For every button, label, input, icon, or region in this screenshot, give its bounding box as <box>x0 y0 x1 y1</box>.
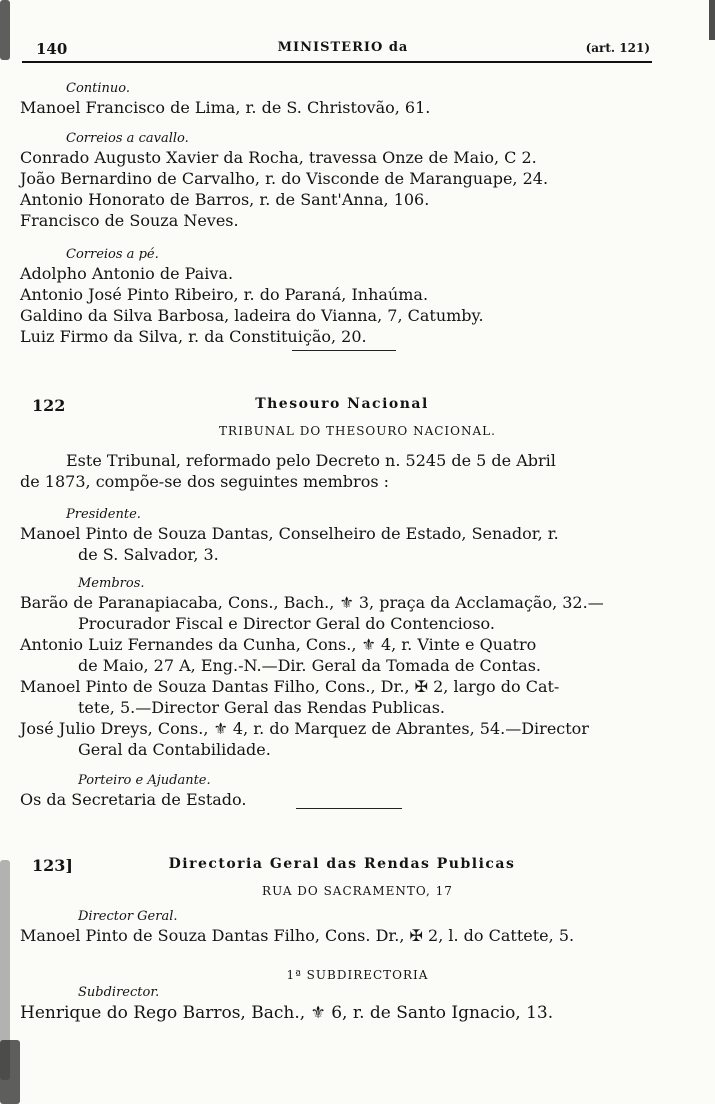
section-end-rule <box>296 808 402 809</box>
list-item: Luiz Firmo da Silva, r. da Constituição, 20. <box>20 327 367 346</box>
section-123-heading <box>32 856 652 880</box>
member-entry-cont: tete, 5.—Director Geral das Rendas Publicas. <box>78 698 446 717</box>
section-number: 123] <box>32 856 73 875</box>
list-item: Adolpho Antonio de Paiva. <box>20 264 234 283</box>
intro-line: Este Tribunal, reformado pelo Decreto n. 5245 de 5 de Abril <box>66 451 556 470</box>
correios-pe-label: Correios a pé. <box>66 247 159 262</box>
running-header <box>36 40 650 62</box>
section-number: 122 <box>32 396 66 415</box>
porteiro-label: Porteiro e Ajudante. <box>78 773 211 788</box>
list-item: Antonio José Pinto Ribeiro, r. do Paraná, Inhaúma. <box>20 285 429 304</box>
page-number: 140 <box>36 40 68 58</box>
subdirector-entry: Henrique do Rego Barros, Bach., ⚜ 6, r. de Santo Ignacio, 13. <box>20 1003 554 1023</box>
member-entry: Antonio Luiz Fernandes da Cunha, Cons., ⚜ 4, r. Vinte e Quatro <box>20 635 537 654</box>
scan-edge-mark <box>709 0 715 40</box>
presidente-label: Presidente. <box>66 507 141 522</box>
continuo-label: Continuo. <box>66 81 131 96</box>
list-item: Conrado Augusto Xavier da Rocha, travessa Onze de Maio, C 2. <box>20 148 537 167</box>
subdirectoria-body <box>20 984 670 1025</box>
article-reference: (art. 121) <box>585 41 650 55</box>
member-entry: Manoel Pinto de Souza Dantas Filho, Cons., Dr., ✠ 2, largo do Cat- <box>20 677 560 696</box>
member-entry: Barão de Paranapiacaba, Cons., Bach., ⚜ 3, praça da Acclamação, 32.— <box>20 593 604 612</box>
running-title: MINISTERIO da <box>277 40 409 55</box>
presidente-entry: Manoel Pinto de Souza Dantas, Conselheiro de Estado, Senador, r. <box>20 524 559 543</box>
porteiro-entry: Os da Secretaria de Estado. <box>20 790 247 809</box>
list-item: João Bernardino de Carvalho, r. do Visconde de Maranguape, 24. <box>20 169 549 188</box>
section-123-body <box>20 908 670 946</box>
header-rule <box>22 61 652 63</box>
list-item: Francisco de Souza Neves. <box>20 211 239 230</box>
correios-cavallo-label: Correios a cavallo. <box>66 131 189 146</box>
correios-cavallo-section <box>20 130 670 231</box>
presidente-entry-cont: de S. Salvador, 3. <box>78 545 219 564</box>
section-title: Thesouro Nacional <box>255 396 429 412</box>
scan-edge-mark <box>0 0 10 60</box>
correios-pe-section <box>20 246 670 347</box>
director-entry: Manoel Pinto de Souza Dantas Filho, Cons. Dr., ✠ 2, l. do Cattete, 5. <box>20 926 575 945</box>
section-122-heading <box>32 396 652 420</box>
member-entry-cont: Geral da Contabilidade. <box>78 740 271 759</box>
subdirector-label: Subdirector. <box>78 985 160 1000</box>
section-address: RUA DO SACRAMENTO, 17 <box>262 884 453 898</box>
section-122-body <box>20 450 670 810</box>
member-entry-cont: de Maio, 27 A, Eng.-N.—Dir. Geral da Tomada de Contas. <box>78 656 541 675</box>
scan-edge-mark <box>0 1040 20 1104</box>
continuo-entry: Manoel Francisco de Lima, r. de S. Christovão, 61. <box>20 98 431 117</box>
intro-line: de 1873, compõe-se dos seguintes membros : <box>20 472 390 491</box>
list-item: Antonio Honorato de Barros, r. de Sant'Anna, 106. <box>20 190 430 209</box>
member-entry-cont: Procurador Fiscal e Director Geral do Contencioso. <box>78 614 495 633</box>
director-label: Director Geral. <box>78 909 178 924</box>
list-item: Galdino da Silva Barbosa, ladeira do Vianna, 7, Catumby. <box>20 306 484 325</box>
section-title: Directoria Geral das Rendas Publicas <box>168 856 516 872</box>
member-entry: José Julio Dreys, Cons., ⚜ 4, r. do Marquez de Abrantes, 54.—Director <box>20 719 589 738</box>
continuo-section <box>20 80 670 118</box>
section-end-rule <box>292 350 396 351</box>
membros-label: Membros. <box>78 576 145 591</box>
subdirectoria-heading: 1ª SUBDIRECTORIA <box>286 968 429 982</box>
section-subtitle: TRIBUNAL DO THESOURO NACIONAL. <box>219 424 496 438</box>
